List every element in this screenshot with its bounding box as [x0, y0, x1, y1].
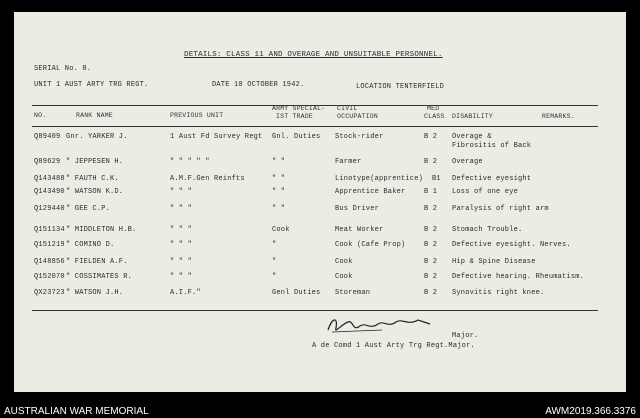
row-trade: Genl Duties	[272, 289, 321, 297]
row-disability: Synovitis right knee.	[452, 289, 545, 297]
document-page	[14, 12, 626, 392]
row-med-class: B 2	[424, 289, 438, 297]
row-med-class: B 1	[424, 188, 438, 196]
header-civil-1: CIVIL	[337, 105, 358, 112]
header-rank-name: RANK NAME	[76, 112, 113, 119]
row-med-class: B1	[432, 175, 441, 183]
unit-name: UNIT 1 AUST ARTY TRG REGT.	[34, 81, 149, 89]
document-title: DETAILS: CLASS 11 AND OVERAGE AND UNSUITABLE PERSONNEL.	[184, 51, 443, 59]
row-previous-unit: " " "	[170, 258, 193, 266]
row-disability: Overage &	[452, 133, 492, 141]
header-civil-2: OCCUPATION	[337, 113, 379, 120]
row-disability: Paralysis of right arm	[452, 205, 549, 213]
row-trade: " "	[272, 188, 286, 196]
header-army-special-2: IST TRADE	[276, 113, 313, 120]
row-previous-unit: " " " " "	[170, 158, 210, 166]
signature-rank: Major.	[452, 332, 479, 340]
row-previous-unit: " " "	[170, 226, 193, 234]
row-disability: Overage	[452, 158, 483, 166]
row-trade: " "	[272, 205, 286, 213]
row-civil-occupation: Cook (Cafe Prop)	[335, 241, 406, 249]
document-date: DATE 10 OCTOBER 1942.	[212, 81, 305, 89]
row-trade: " "	[272, 175, 286, 183]
row-rank-name: Gnr. YARKER J.	[66, 133, 128, 141]
row-civil-occupation: Linotype(apprentice)	[335, 175, 424, 183]
row-number: Q151219	[34, 241, 65, 249]
row-med-class: B 2	[424, 205, 438, 213]
row-civil-occupation: Stock-rider	[335, 133, 384, 141]
row-previous-unit: A.I.F."	[170, 289, 201, 297]
row-disability-continued: Fibrositis of Back	[452, 142, 532, 150]
row-med-class: B 2	[424, 158, 438, 166]
row-rank-name: " FIELDEN A.F.	[66, 258, 128, 266]
row-med-class: B 2	[424, 226, 438, 234]
row-med-class: B 2	[424, 273, 438, 281]
header-med-1: MED	[427, 105, 440, 112]
row-number: Q143490	[34, 188, 65, 196]
row-disability: Defective eyesight	[452, 175, 532, 183]
row-rank-name: " JEPPESEN H.	[66, 158, 124, 166]
row-trade: "	[272, 258, 277, 266]
row-disability: Defective hearing. Rheumatism.	[452, 273, 585, 281]
row-number: Q89629	[34, 158, 61, 166]
row-disability: Stomach Trouble.	[452, 226, 523, 234]
row-previous-unit: " " "	[170, 273, 193, 281]
row-trade: Cook	[272, 226, 290, 234]
row-number: Q152070	[34, 273, 65, 281]
header-army-special-1: ARMY SPECIAL-	[272, 105, 326, 112]
row-previous-unit: 1 Aust Fd Survey Regt	[170, 133, 263, 141]
row-rank-name: " GEE C.P.	[66, 205, 111, 213]
signature-image	[322, 310, 442, 340]
row-previous-unit: " " "	[170, 241, 193, 249]
footer-credit: AUSTRALIAN WAR MEMORIAL	[4, 406, 149, 417]
row-civil-occupation: Storeman	[335, 289, 371, 297]
footer-accession-number: AWM2019.366.3376	[545, 406, 636, 417]
row-previous-unit: " " "	[170, 188, 193, 196]
row-number: Q143488	[34, 175, 65, 183]
row-med-class: B 2	[424, 241, 438, 249]
table-bottom-rule	[32, 310, 598, 311]
row-rank-name: " COSSIMATES R.	[66, 273, 133, 281]
row-rank-name: " COMINO D.	[66, 241, 115, 249]
serial-number: SERIAL No. 8.	[34, 65, 92, 73]
document-location: LOCATION TENTERFIELD	[356, 83, 445, 91]
row-civil-occupation: Bus Driver	[335, 205, 380, 213]
row-disability: Loss of one eye	[452, 188, 519, 196]
row-number: Q89409	[34, 133, 61, 141]
header-remarks: REMARKS.	[542, 113, 575, 120]
row-trade: "	[272, 241, 277, 249]
row-trade: Gnl. Duties	[272, 133, 321, 141]
row-previous-unit: A.M.F.Gen Reinfts	[170, 175, 245, 183]
signature-line: A de Comd 1 Aust Arty Trg Regt.Major.	[312, 342, 475, 350]
header-no: NO.	[34, 112, 47, 119]
row-rank-name: " WATSON K.D.	[66, 188, 124, 196]
row-civil-occupation: Cook	[335, 273, 353, 281]
row-civil-occupation: Apprentice Baker	[335, 188, 406, 196]
row-number: Q151134	[34, 226, 65, 234]
row-rank-name: " FAUTH C.K.	[66, 175, 119, 183]
row-civil-occupation: Meat Worker	[335, 226, 384, 234]
row-rank-name: " WATSON J.H.	[66, 289, 124, 297]
header-previous-unit: PREVIOUS UNIT	[170, 112, 224, 119]
row-disability: Hip & Spine Disease	[452, 258, 536, 266]
row-med-class: B 2	[424, 133, 438, 141]
row-number: Q129440	[34, 205, 65, 213]
row-med-class: B 2	[424, 258, 438, 266]
header-med-2: CLASS	[424, 113, 445, 120]
row-trade: "	[272, 273, 277, 281]
row-rank-name: " MIDDLETON H.B.	[66, 226, 137, 234]
row-number: QX23723	[34, 289, 65, 297]
row-previous-unit: " " "	[170, 205, 193, 213]
row-number: Q148856	[34, 258, 65, 266]
row-disability: Defective eyesight. Nerves.	[452, 241, 571, 249]
header-bottom-rule	[32, 126, 598, 127]
header-disability: DISABILITY	[452, 113, 494, 120]
row-civil-occupation: Farmer	[335, 158, 362, 166]
row-trade: " "	[272, 158, 286, 166]
row-civil-occupation: Cook	[335, 258, 353, 266]
